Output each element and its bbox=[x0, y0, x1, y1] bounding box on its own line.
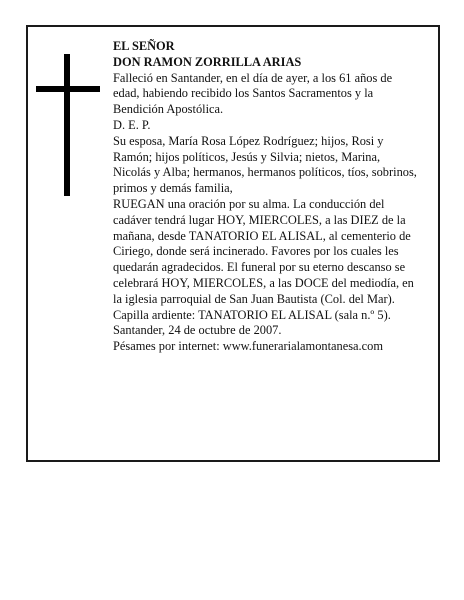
deceased-name: DON RAMON ZORRILLA ARIAS bbox=[113, 54, 302, 69]
rip-line: D. E. P. bbox=[113, 117, 151, 132]
funeral-details: RUEGAN una oración por su alma. La conducción del cadáver tendrá lugar HOY, MIERCOLES, a las DIEZ de la mañana, desde TANATORIO EL ALISAL, al cementerio de Ciriego, donde será incinerado. Favores por los cuales les quedarán agradecidos. El funeral por su eterno descanso se celebrará HOY, MIERCOLES, a las DOCE del mediodía, en la iglesia parroquial de San Juan Bautista (Col. del Mar). bbox=[113, 196, 414, 306]
condolences-line: Pésames por internet: www.funerarialamontanesa.com bbox=[113, 339, 383, 354]
cross-icon bbox=[36, 54, 100, 196]
place-date-line: Santander, 24 de octubre de 2007. bbox=[113, 323, 282, 338]
cross-vertical-bar bbox=[64, 54, 70, 196]
family-list: Su esposa, María Rosa López Rodríguez; hijos, Rosi y Ramón; hijos políticos, Jesús y Silvia; nietos, Marina, Nicolás y Alba; hermanos, hermanos políticos, tíos, sobrinos, primos y demás familia, bbox=[113, 133, 417, 196]
cross-horizontal-bar bbox=[36, 86, 100, 92]
chapel-line: Capilla ardiente: TANATORIO EL ALISAL (sala n.º 5). bbox=[113, 307, 391, 322]
obituary-text bbox=[113, 39, 418, 355]
title-line-1: EL SEÑOR bbox=[113, 39, 175, 53]
death-announcement: Falleció en Santander, en el día de ayer, a los 61 años de edad, habiendo recibido los Santos Sacramentos y la Bendición Apostólica. bbox=[113, 70, 393, 117]
